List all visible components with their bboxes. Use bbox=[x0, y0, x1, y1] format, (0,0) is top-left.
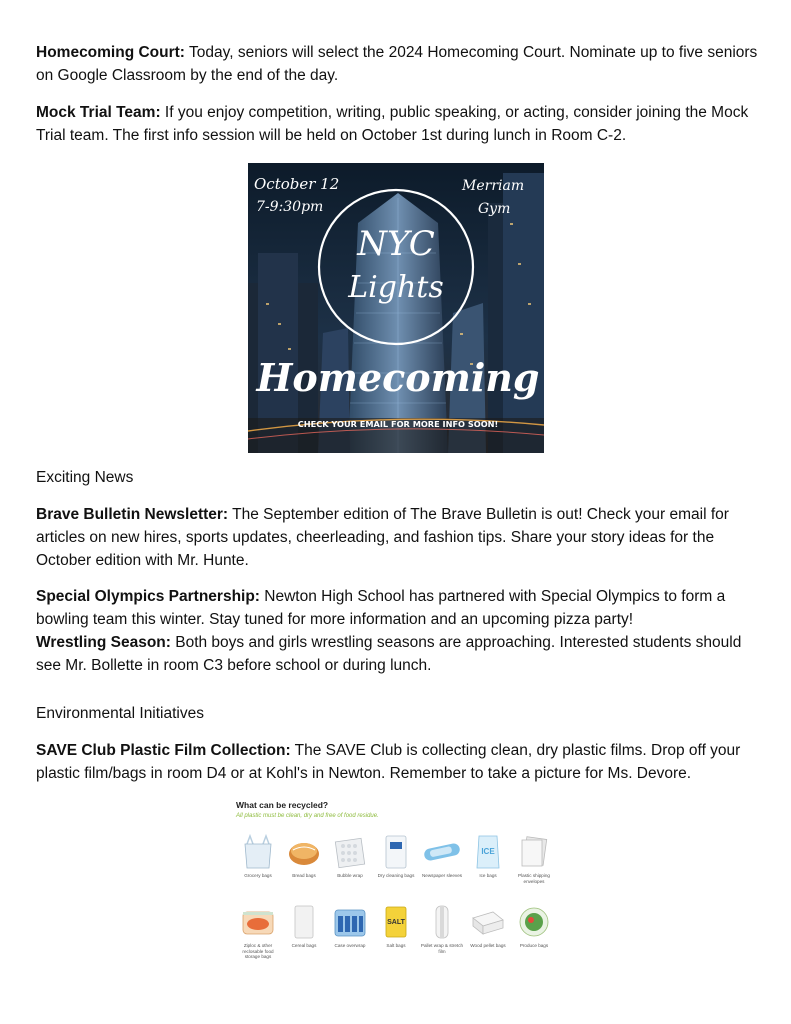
mock-trial-paragraph bbox=[36, 101, 758, 147]
recycle-item bbox=[420, 834, 464, 879]
wood-pellet-bag-icon bbox=[469, 904, 507, 940]
environmental-heading: Environmental Initiatives bbox=[36, 705, 204, 722]
save-club-text: The SAVE Club is collecting clean, dry plastic films. Drop off your plastic film/bags in room D4 or at Kohl's in Newton. Remember to take a picture for Ms. Devore. bbox=[36, 742, 741, 782]
wrestling-heading: Wrestling Season: bbox=[36, 634, 171, 651]
poster-footer: CHECK YOUR EMAIL FOR MORE INFO SOON! bbox=[297, 419, 499, 429]
recycle-item-label: Case overwrap bbox=[334, 943, 366, 948]
special-olympics-heading: Special Olympics Partnership: bbox=[36, 588, 260, 605]
recycle-item bbox=[466, 834, 510, 879]
recycle-item bbox=[282, 904, 326, 949]
recycle-item-label: Plastic shipping envelopes bbox=[518, 873, 550, 884]
recycle-item bbox=[282, 834, 326, 879]
shipping-envelope-icon bbox=[517, 834, 551, 870]
salt-bag-text: SALT bbox=[387, 919, 405, 926]
ziploc-bag-icon bbox=[240, 904, 276, 940]
poster-theme-line2: Lights bbox=[348, 270, 444, 305]
recycle-item bbox=[512, 834, 556, 884]
salt-bag-icon bbox=[379, 904, 413, 940]
recycle-item bbox=[236, 904, 280, 960]
homecoming-court-heading: Homecoming Court: bbox=[36, 44, 185, 61]
brave-bulletin-heading: Brave Bulletin Newsletter: bbox=[36, 506, 229, 523]
brave-bulletin-text: The September edition of The Brave Bulletin is out! Check your email for articles on new hires, sports updates, cheerleading, and fashion tips. Share your story ideas for the October edition with Mr. Hunte. bbox=[36, 506, 729, 569]
recycle-item bbox=[374, 834, 418, 879]
mock-trial-heading: Mock Trial Team: bbox=[36, 104, 161, 121]
recycle-item-label: Ziploc & other reclosable food storage bags bbox=[242, 943, 274, 960]
recycle-item bbox=[374, 904, 418, 949]
special-olympics-paragraph bbox=[36, 585, 758, 631]
mock-trial-text: If you enjoy competition, writing, public speaking, or acting, consider joining the Mock Trial team. The first info session will be held on October 1st during lunch in Room C-2. bbox=[36, 104, 749, 144]
recycle-item-label: Bread bags bbox=[292, 873, 316, 878]
save-club-heading: SAVE Club Plastic Film Collection: bbox=[36, 742, 291, 759]
recycling-guide-subtitle: All plastic must be clean, dry and free of food residue. bbox=[236, 813, 379, 819]
bread-bag-icon bbox=[287, 834, 321, 870]
brave-bulletin-paragraph bbox=[36, 503, 758, 572]
recycle-item bbox=[328, 904, 372, 949]
poster-time: 7-9:30pm bbox=[256, 199, 324, 215]
produce-bag-icon bbox=[517, 904, 551, 940]
newspaper-sleeve-icon bbox=[422, 834, 462, 870]
recycle-item-label: Wood pellet bags bbox=[470, 943, 506, 948]
poster-venue-line2: Gym bbox=[478, 201, 511, 217]
poster-theme-line1: NYC bbox=[357, 224, 435, 264]
poster-event: Homecoming bbox=[256, 355, 540, 400]
recycle-item-label: Ice bags bbox=[479, 873, 497, 878]
recycle-item bbox=[512, 904, 556, 949]
recycle-item bbox=[236, 834, 280, 879]
case-overwrap-icon bbox=[332, 904, 368, 940]
pallet-wrap-icon bbox=[425, 904, 459, 940]
recycle-item-label: Salt bags bbox=[386, 943, 406, 948]
special-olympics-text: Newton High School has partnered with Special Olympics to form a bowling team this winter. Stay tuned for more information and an upcoming pizza party! bbox=[36, 588, 726, 628]
recycle-item-label: Cereal bags bbox=[291, 943, 317, 948]
poster-date: October 12 bbox=[254, 175, 340, 193]
recycle-item-label: Dry cleaning bags bbox=[377, 873, 415, 878]
dry-cleaning-bag-icon bbox=[379, 834, 413, 870]
homecoming-poster bbox=[248, 163, 544, 453]
grocery-bag-icon bbox=[241, 834, 275, 870]
recycle-item-label: Produce bags bbox=[519, 943, 549, 948]
recycle-item-label: Pallet wrap & stretch film bbox=[420, 943, 464, 954]
homecoming-court-paragraph bbox=[36, 41, 758, 87]
homecoming-court-text: Today, seniors will select the 2024 Homecoming Court. Nominate up to five seniors on Google Classroom by the end of the day. bbox=[36, 44, 758, 84]
wrestling-text: Both boys and girls wrestling seasons are approaching. Interested students should see Mr. Bollette in room C3 before school or during lunch. bbox=[36, 634, 742, 674]
bubble-wrap-icon bbox=[333, 834, 367, 870]
exciting-news-heading: Exciting News bbox=[36, 469, 134, 486]
recycle-item-label: Bubble wrap bbox=[337, 873, 363, 878]
poster-venue-line1: Merriam bbox=[462, 178, 525, 194]
recycle-item-label: Newspaper sleeves bbox=[421, 873, 463, 878]
recycle-item bbox=[328, 834, 372, 879]
save-club-paragraph bbox=[36, 739, 758, 785]
recycle-item bbox=[466, 904, 510, 949]
cereal-bag-icon bbox=[287, 904, 321, 940]
ice-bag-text: ICE bbox=[481, 847, 495, 856]
recycle-item bbox=[420, 904, 464, 954]
recycle-item-label: Grocery bags bbox=[244, 873, 272, 878]
recycling-guide-title: What can be recycled? bbox=[236, 800, 329, 810]
ice-bag-icon bbox=[471, 834, 505, 870]
wrestling-paragraph bbox=[36, 631, 758, 677]
recycling-guide bbox=[232, 798, 562, 960]
